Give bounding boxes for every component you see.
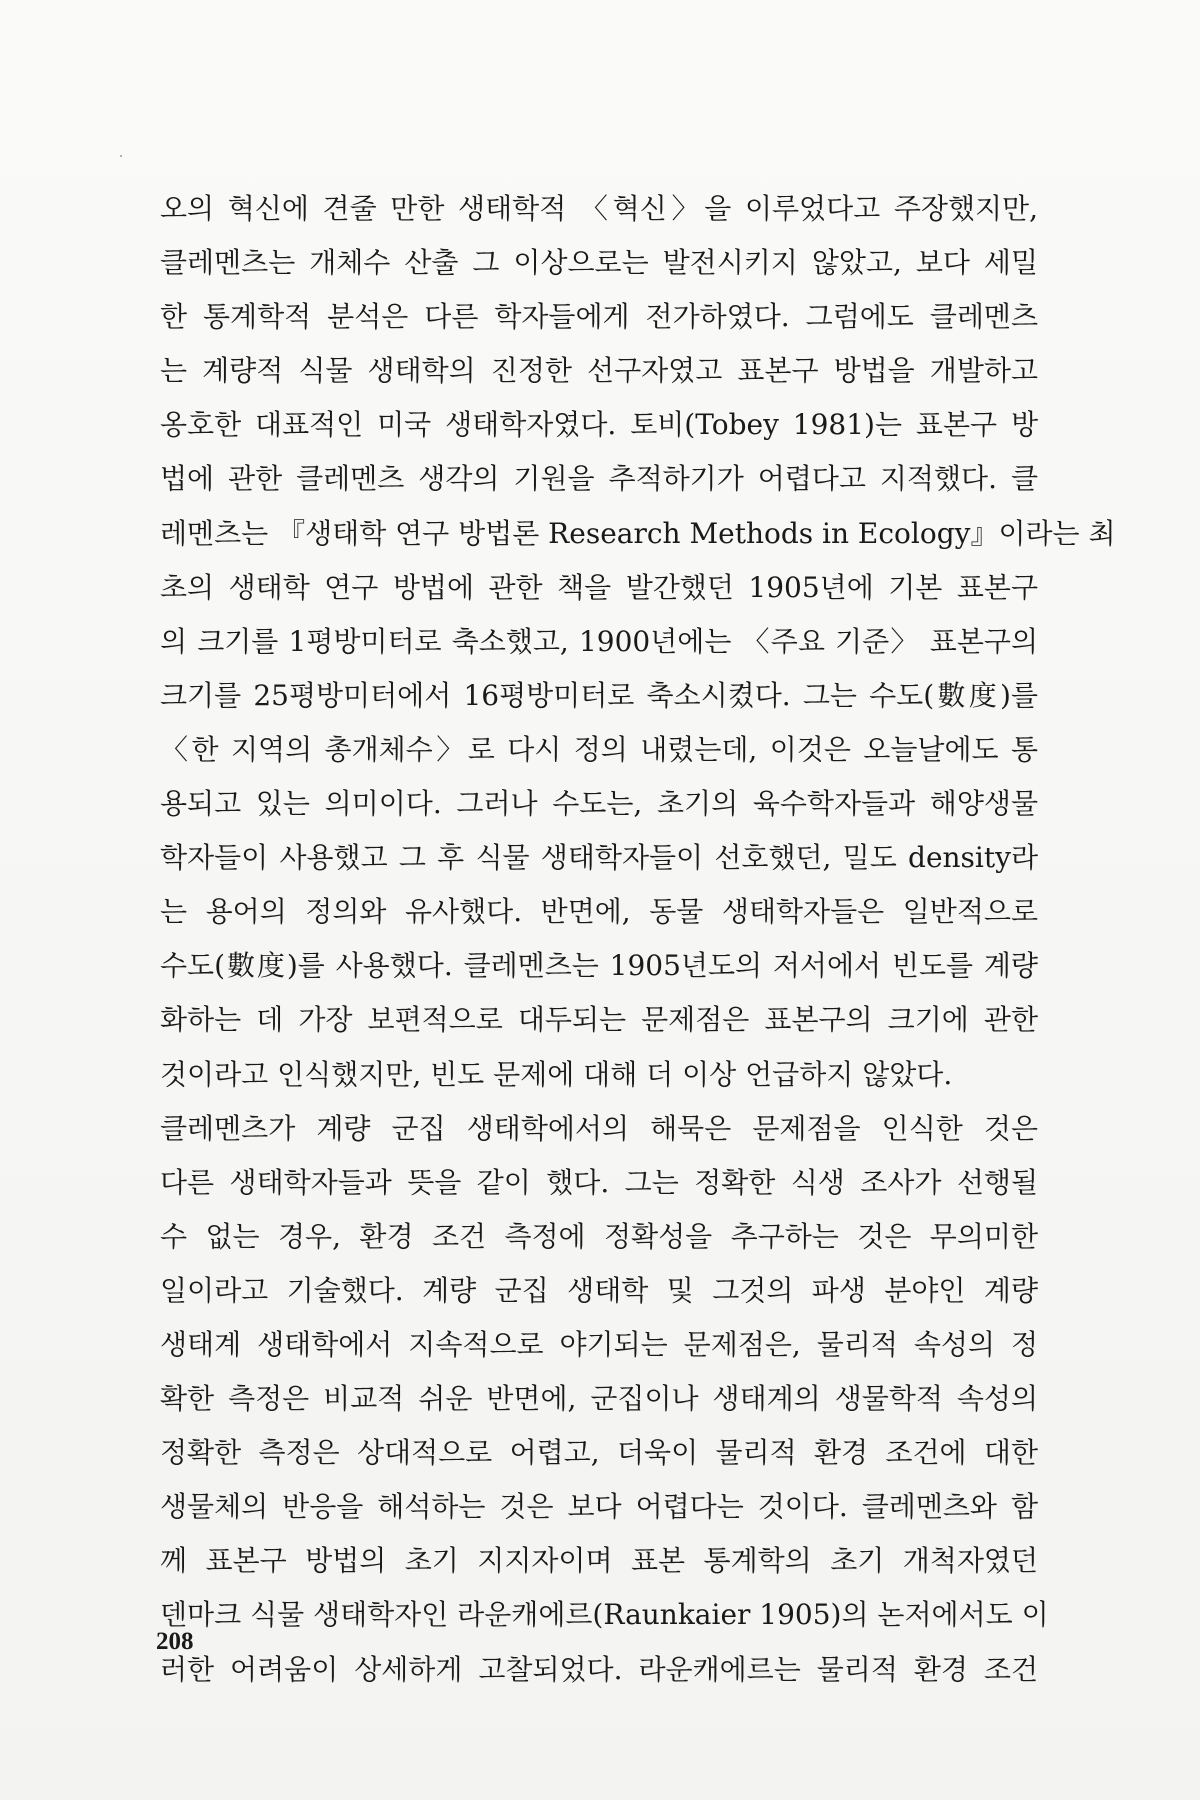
page-number: 208	[156, 1628, 194, 1655]
text-line: 수도(數度)를 사용했다. 클레멘츠는 1905년도의 저서에서 빈도를 계량	[160, 949, 1038, 983]
text-line: 레멘츠는 『생태학 연구 방법론 Research Methods in Ecology』이라는 최	[160, 516, 1116, 550]
text-line: 〈한 지역의 총개체수〉로 다시 정의 내렸는데, 이것은 오늘날에도 통	[160, 732, 1038, 766]
text-line: 는 계량적 식물 생태학의 진정한 선구자였고 표본구 방법을 개발하고	[160, 354, 1038, 388]
text-line: 생물체의 반응을 해석하는 것은 보다 어렵다는 것이다. 클레멘츠와 함	[160, 1490, 1038, 1524]
text-line: 다른 생태학자들과 뜻을 같이 했다. 그는 정확한 식생 조사가 선행될	[160, 1165, 1038, 1199]
body-text	[160, 182, 1116, 1697]
text-line: 덴마크 식물 생태학자인 라운캐에르(Raunkaier 1905)의 논저에서도 이	[160, 1598, 1049, 1632]
text-line: 의 크기를 1평방미터로 축소했고, 1900년에는 〈주요 기준〉 표본구의	[160, 624, 1038, 658]
text-line: 께 표본구 방법의 초기 지지자이며 표본 통계학의 초기 개척자였던	[160, 1544, 1038, 1578]
text-line: 일이라고 기술했다. 계량 군집 생태학 및 그것의 파생 분야인 계량	[160, 1273, 1038, 1307]
scan-speck	[120, 155, 122, 157]
text-line: 는 용어의 정의와 유사했다. 반면에, 동물 생태학자들은 일반적으로	[160, 895, 1038, 929]
text-line: 것이라고 인식했지만, 빈도 문제에 대해 더 이상 언급하지 않았다.	[160, 1057, 953, 1091]
text-line: 화하는 데 가장 보편적으로 대두되는 문제점은 표본구의 크기에 관한	[160, 1003, 1038, 1037]
text-line: 러한 어려움이 상세하게 고찰되었다. 라운캐에르는 물리적 환경 조건	[160, 1652, 1038, 1686]
text-line: 오의 혁신에 견줄 만한 생태학적 〈혁신〉을 이루었다고 주장했지만,	[160, 192, 1038, 225]
text-line: 학자들이 사용했고 그 후 식물 생태학자들이 선호했던, 밀도 density라	[160, 841, 1038, 875]
text-line: 정확한 측정은 상대적으로 어렵고, 더욱이 물리적 환경 조건에 대한	[160, 1436, 1038, 1470]
text-line: 수 없는 경우, 환경 조건 측정에 정확성을 추구하는 것은 무의미한	[160, 1219, 1038, 1253]
text-line: 초의 생태학 연구 방법에 관한 책을 발간했던 1905년에 기본 표본구	[160, 570, 1038, 604]
text-line: 법에 관한 클레멘츠 생각의 기원을 추적하기가 어렵다고 지적했다. 클	[160, 462, 1038, 496]
text-line: 클레멘츠는 개체수 산출 그 이상으로는 발전시키지 않았고, 보다 세밀	[160, 246, 1038, 280]
text-line: 옹호한 대표적인 미국 생태학자였다. 토비(Tobey 1981)는 표본구 방	[160, 408, 1038, 442]
text-line: 확한 측정은 비교적 쉬운 반면에, 군집이나 생태계의 생물학적 속성의	[160, 1382, 1038, 1416]
text-line: 클레멘츠가 계량 군집 생태학에서의 해묵은 문제점을 인식한 것은	[160, 1111, 1038, 1145]
text-line: 생태계 생태학에서 지속적으로 야기되는 문제점은, 물리적 속성의 정	[160, 1327, 1038, 1361]
text-line: 크기를 25평방미터에서 16평방미터로 축소시켰다. 그는 수도(數度)를	[160, 678, 1038, 712]
text-line: 용되고 있는 의미이다. 그러나 수도는, 초기의 육수학자들과 해양생물	[160, 787, 1038, 821]
text-line: 한 통계학적 분석은 다른 학자들에게 전가하였다. 그럼에도 클레멘츠	[160, 300, 1038, 334]
